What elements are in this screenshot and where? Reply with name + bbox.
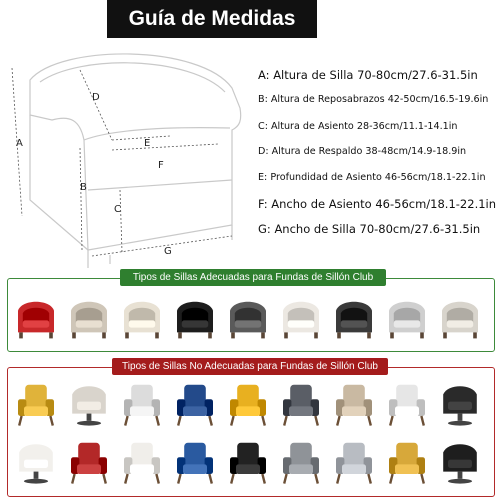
unsuitable-chair-image: [383, 436, 431, 493]
unsuitable-chair-image: [436, 378, 484, 435]
suitable-chair-image: [277, 292, 325, 349]
suitable-chair-image: [12, 292, 60, 349]
measurement-item: F: Ancho de Asiento 46-56cm/18.1-22.1in: [258, 197, 497, 211]
unsuitable-chair-image: [171, 378, 219, 435]
suitable-chair-image: [436, 292, 484, 349]
unsuitable-chair-image: [12, 436, 60, 493]
unsuitable-chair-image: [12, 378, 60, 435]
suitable-chair-image: [118, 292, 166, 349]
suitable-chair-image: [171, 292, 219, 349]
unsuitable-chair-image: [224, 378, 272, 435]
chair-outline: [30, 54, 241, 268]
suitable-chair-image: [224, 292, 272, 349]
diagram-letter-f: F: [158, 160, 164, 171]
diagram-letter-g: G: [164, 246, 172, 257]
measurement-item: E: Profundidad de Asiento 46-56cm/18.1-22.1in: [258, 172, 486, 183]
diagram-letter-c: C: [114, 204, 121, 215]
unsuitable-chairs-banner: Tipos de Sillas No Adecuadas para Fundas de Sillón Club: [112, 358, 388, 375]
diagram-letter-a: A: [16, 138, 23, 149]
measurement-item: B: Altura de Reposabrazos 42-50cm/16.5-19.6in: [258, 94, 489, 105]
dim-line-f: [112, 144, 218, 150]
diagram-letter-b: B: [80, 182, 87, 193]
unsuitable-chair-image: [277, 378, 325, 435]
unsuitable-chair-image: [383, 378, 431, 435]
suitable-chair-image: [65, 292, 113, 349]
diagram-letter-e: E: [144, 138, 151, 149]
suitable-chairs-banner: Tipos de Sillas Adecuadas para Fundas de Sillón Club: [120, 269, 386, 286]
page-title: Guía de Medidas: [128, 7, 296, 30]
measurement-item: G: Ancho de Silla 70-80cm/27.6-31.5in: [258, 222, 481, 236]
dim-line-b: [80, 148, 82, 250]
suitable-chair-image: [383, 292, 431, 349]
dim-line-d: [80, 70, 112, 140]
dim-line-c: [120, 190, 122, 252]
unsuitable-chair-image: [65, 436, 113, 493]
unsuitable-chair-image: [436, 436, 484, 493]
diagram-letter-d: D: [92, 92, 100, 103]
unsuitable-chair-image: [277, 436, 325, 493]
unsuitable-chair-image: [330, 378, 378, 435]
measurement-item: C: Altura de Asiento 28-36cm/11.1-14.1in: [258, 121, 458, 132]
unsuitable-chair-image: [171, 436, 219, 493]
unsuitable-chair-image: [330, 436, 378, 493]
measurement-diagram: [0, 40, 250, 270]
measurement-item: D: Altura de Respaldo 38-48cm/14.9-18.9in: [258, 146, 467, 157]
unsuitable-chair-image: [118, 436, 166, 493]
unsuitable-chair-image: [65, 378, 113, 435]
suitable-chair-image: [330, 292, 378, 349]
unsuitable-chair-image: [224, 436, 272, 493]
dim-line-e: [112, 136, 170, 140]
title-banner: [107, 0, 317, 38]
measurement-item: A: Altura de Silla 70-80cm/27.6-31.5in: [258, 68, 478, 82]
unsuitable-chair-image: [118, 378, 166, 435]
